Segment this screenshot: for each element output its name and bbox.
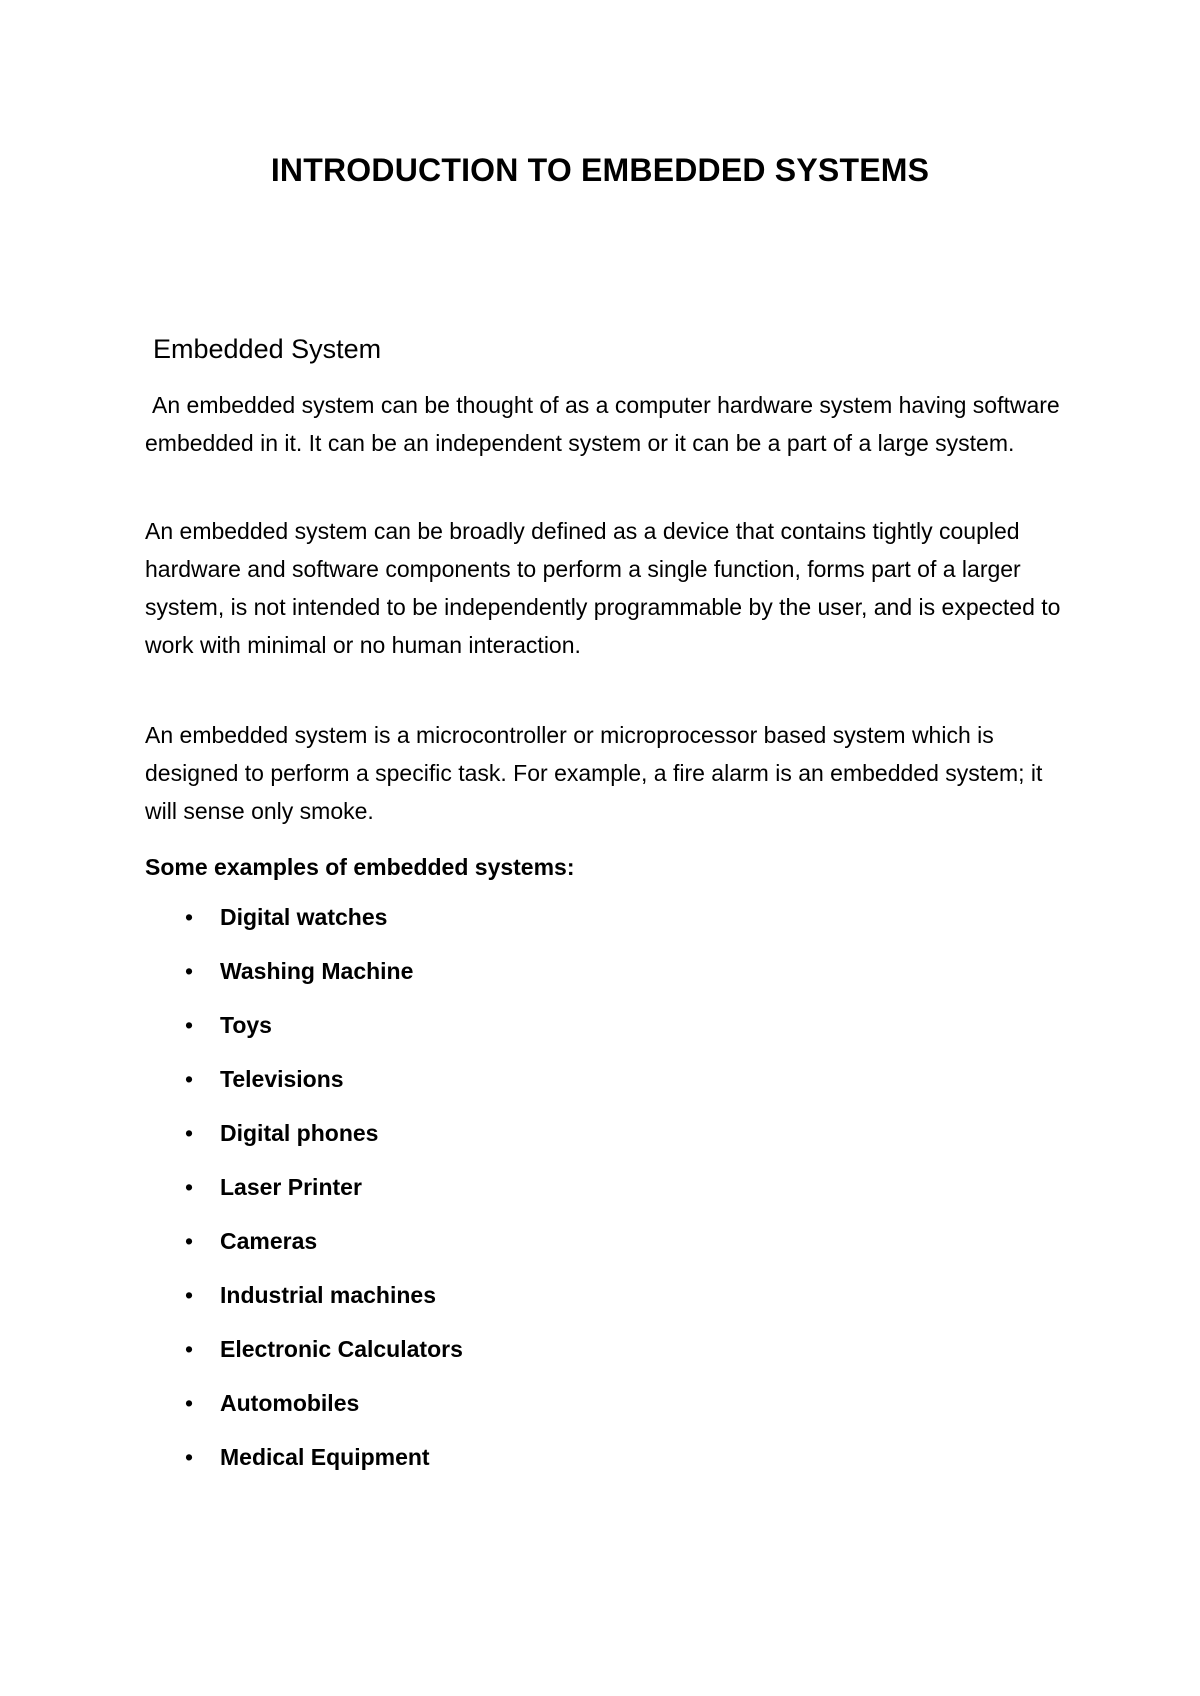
list-item-label: Cameras <box>220 1228 318 1254</box>
list-item-label: Washing Machine <box>220 958 414 984</box>
list-item-label: Laser Printer <box>220 1174 362 1200</box>
paragraph-definition: An embedded system can be thought of as a computer hardware system having software embedded in it. It can be an independent system or it can be a part of a large system. <box>145 392 1060 456</box>
bullet-icon: • <box>185 1336 194 1362</box>
examples-heading: Some examples of embedded systems: <box>145 854 575 880</box>
paragraph-microcontroller: An embedded system is a microcontroller or microprocessor based system which is designed to perform a specific task. For example, a fire alarm is an embedded system; it will sense only smoke. <box>145 722 1043 824</box>
list-item-label: Televisions <box>220 1066 344 1092</box>
list-item <box>180 1060 463 1114</box>
list-item-label: Automobiles <box>220 1390 360 1416</box>
bullet-icon: • <box>185 1444 194 1470</box>
document-title: INTRODUCTION TO EMBEDDED SYSTEMS <box>270 152 930 188</box>
list-item <box>180 898 463 952</box>
list-item <box>180 1006 463 1060</box>
bullet-icon: • <box>185 1174 194 1200</box>
bullet-icon: • <box>185 1282 194 1308</box>
list-item <box>180 1384 463 1438</box>
list-item <box>180 1168 463 1222</box>
list-item <box>180 1276 463 1330</box>
list-item-label: Medical Equipment <box>220 1444 430 1470</box>
bullet-icon: • <box>185 904 194 930</box>
list-item-label: Toys <box>220 1012 272 1038</box>
bullet-icon: • <box>185 1228 194 1254</box>
examples-list <box>180 898 463 1492</box>
list-item-label: Digital watches <box>220 904 388 930</box>
list-item-label: Industrial machines <box>220 1282 437 1308</box>
list-item <box>180 1114 463 1168</box>
list-item <box>180 1330 463 1384</box>
bullet-icon: • <box>185 958 194 984</box>
bullet-icon: • <box>185 1012 194 1038</box>
section-heading: Embedded System <box>153 334 382 364</box>
bullet-icon: • <box>185 1066 194 1092</box>
bullet-icon: • <box>185 1390 194 1416</box>
list-item-label: Digital phones <box>220 1120 379 1146</box>
paragraph-broad-definition: An embedded system can be broadly defined as a device that contains tightly coupled hardware and software components to perform a single function, forms part of a larger system, is not intended to be independently programmable by the user, and is expected to work with minimal or no human interaction. <box>145 518 1061 658</box>
list-item <box>180 952 463 1006</box>
list-item <box>180 1438 463 1492</box>
list-item <box>180 1222 463 1276</box>
list-item-label: Electronic Calculators <box>220 1336 463 1362</box>
bullet-icon: • <box>185 1120 194 1146</box>
